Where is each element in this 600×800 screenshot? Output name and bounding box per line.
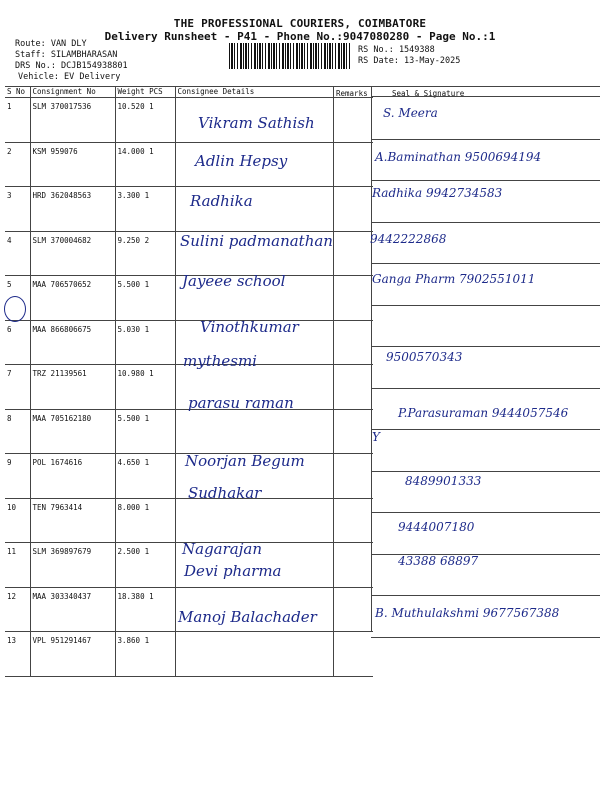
row-consignment: MAA 706570652 [30, 276, 115, 321]
row-consignment: KSM 959076 [30, 142, 115, 187]
row-consignee [175, 498, 333, 543]
row-weight-pcs: 18.380 1 [115, 587, 175, 632]
consignee-handwriting: Vikram Sathish [198, 114, 315, 132]
seal-header: Seal & Signature [392, 89, 465, 98]
runsheet-subtitle: Delivery Runsheet - P41 - Phone No.:9047080280 - Page No.:1 [104, 30, 496, 43]
consignee-handwriting: Noorjan Begum [185, 452, 305, 470]
col-consignee: Consignee Details [175, 87, 333, 98]
row-sno: 10 [5, 498, 30, 543]
table-header-row [5, 87, 373, 98]
row-sno: 11 [5, 543, 30, 588]
row-sno: 13 [5, 632, 30, 677]
row-remarks [333, 320, 373, 365]
table-row [5, 187, 373, 232]
signature-handwriting: Y [372, 430, 380, 444]
col-consignment: Consignment No [30, 87, 115, 98]
vehicle-label: Vehicle: EV Delivery [18, 72, 121, 82]
signature-handwriting: 8489901333 [405, 474, 482, 488]
col-remarks-spacer [333, 87, 373, 98]
row-consignment: SLM 370017536 [30, 98, 115, 143]
row-remarks [333, 587, 373, 632]
row-weight-pcs: 10.980 1 [115, 365, 175, 410]
barcode-image [229, 43, 351, 69]
row-remarks [333, 454, 373, 499]
row-sno: 1 [5, 98, 30, 143]
row-sno: 6 [5, 320, 30, 365]
row-consignment: TEN 7963414 [30, 498, 115, 543]
signature-handwriting: S. Meera [383, 106, 438, 120]
table-row [5, 409, 373, 454]
rs-number: RS No.: 1549388 [358, 45, 435, 55]
row-sno: 2 [5, 142, 30, 187]
table-row [5, 98, 373, 143]
consignee-handwriting: Devi pharma [184, 562, 282, 580]
signature-handwriting: 9442222868 [370, 232, 447, 246]
table-row [5, 498, 373, 543]
row-weight-pcs: 2.500 1 [115, 543, 175, 588]
company-title: THE PROFESSIONAL COURIERS, COIMBATORE [173, 17, 427, 30]
row-remarks [333, 632, 373, 677]
rs-date: RS Date: 13-May-2025 [358, 56, 461, 66]
row-sno: 9 [5, 454, 30, 499]
row-weight-pcs: 4.650 1 [115, 454, 175, 499]
row-consignment: TRZ 21139561 [30, 365, 115, 410]
row-consignment: POL 1674616 [30, 454, 115, 499]
row-remarks [333, 142, 373, 187]
row-remarks [333, 365, 373, 410]
col-sno: S No [5, 87, 30, 98]
row-consignment: MAA 303340437 [30, 587, 115, 632]
row-weight-pcs: 3.300 1 [115, 187, 175, 232]
row-consignment: MAA 705162180 [30, 409, 115, 454]
staff-label: Staff: SILAMBHARASAN [15, 50, 118, 60]
signature-handwriting: 43388 68897 [398, 554, 479, 568]
consignee-handwriting: Manoj Balachader [178, 608, 317, 626]
signature-handwriting: Ganga Pharm 7902551011 [372, 272, 536, 286]
row-consignee [175, 409, 333, 454]
row-remarks [333, 231, 373, 276]
table-row [5, 142, 373, 187]
row-sno: 4 [5, 231, 30, 276]
row-remarks [333, 98, 373, 143]
row-sno: 12 [5, 587, 30, 632]
row-remarks [333, 498, 373, 543]
signature-handwriting: Radhika 9942734583 [372, 186, 503, 200]
row-sno: 7 [5, 365, 30, 410]
consignee-handwriting: Jayeee school [182, 272, 286, 290]
row-weight-pcs: 5.500 1 [115, 409, 175, 454]
row-remarks [333, 187, 373, 232]
row-consignment: VPL 951291467 [30, 632, 115, 677]
remarks-header: Remarks [336, 89, 368, 98]
consignee-handwriting: Radhika [190, 192, 253, 210]
consignee-handwriting: Nagarajan [182, 540, 262, 558]
drs-number: DRS No.: DCJB154938801 [15, 61, 128, 71]
signature-handwriting: B. Muthulakshmi 9677567388 [375, 606, 560, 620]
consignee-handwriting: Sulini padmanathan [180, 232, 333, 250]
row-remarks [333, 409, 373, 454]
consignee-handwriting: parasu raman [188, 394, 294, 412]
row-consignment: HRD 362048563 [30, 187, 115, 232]
row-consignment: SLM 370004682 [30, 231, 115, 276]
signature-handwriting: A.Baminathan 9500694194 [375, 150, 542, 164]
row-sno: 5 [5, 276, 30, 321]
row-weight-pcs: 3.860 1 [115, 632, 175, 677]
row-consignment: SLM 369897679 [30, 543, 115, 588]
signature-handwriting: 9444007180 [398, 520, 475, 534]
runsheet-table [5, 86, 373, 677]
table-row [5, 632, 373, 677]
row-sno: 3 [5, 187, 30, 232]
consignee-handwriting: mythesmi [183, 352, 257, 370]
row-consignee [175, 632, 333, 677]
row-weight-pcs: 5.030 1 [115, 320, 175, 365]
row-weight-pcs: 14.000 1 [115, 142, 175, 187]
consignee-handwriting: Adlin Hepsy [195, 152, 288, 170]
consignee-handwriting: Vinothkumar [200, 318, 299, 336]
col-weight-pcs: Weight PCS [115, 87, 175, 98]
consignee-handwriting: Sudhakar [188, 484, 262, 502]
route-label: Route: VAN DLY [15, 39, 87, 49]
row-consignment: MAA 866806675 [30, 320, 115, 365]
signature-handwriting: 9500570343 [386, 350, 463, 364]
row-sno: 8 [5, 409, 30, 454]
row-weight-pcs: 10.520 1 [115, 98, 175, 143]
row-weight-pcs: 8.000 1 [115, 498, 175, 543]
row6-circle-mark [4, 296, 26, 322]
row-weight-pcs: 5.500 1 [115, 276, 175, 321]
row-remarks [333, 543, 373, 588]
signature-handwriting: P.Parasuraman 9444057546 [398, 406, 569, 420]
row-remarks [333, 276, 373, 321]
row-weight-pcs: 9.250 2 [115, 231, 175, 276]
